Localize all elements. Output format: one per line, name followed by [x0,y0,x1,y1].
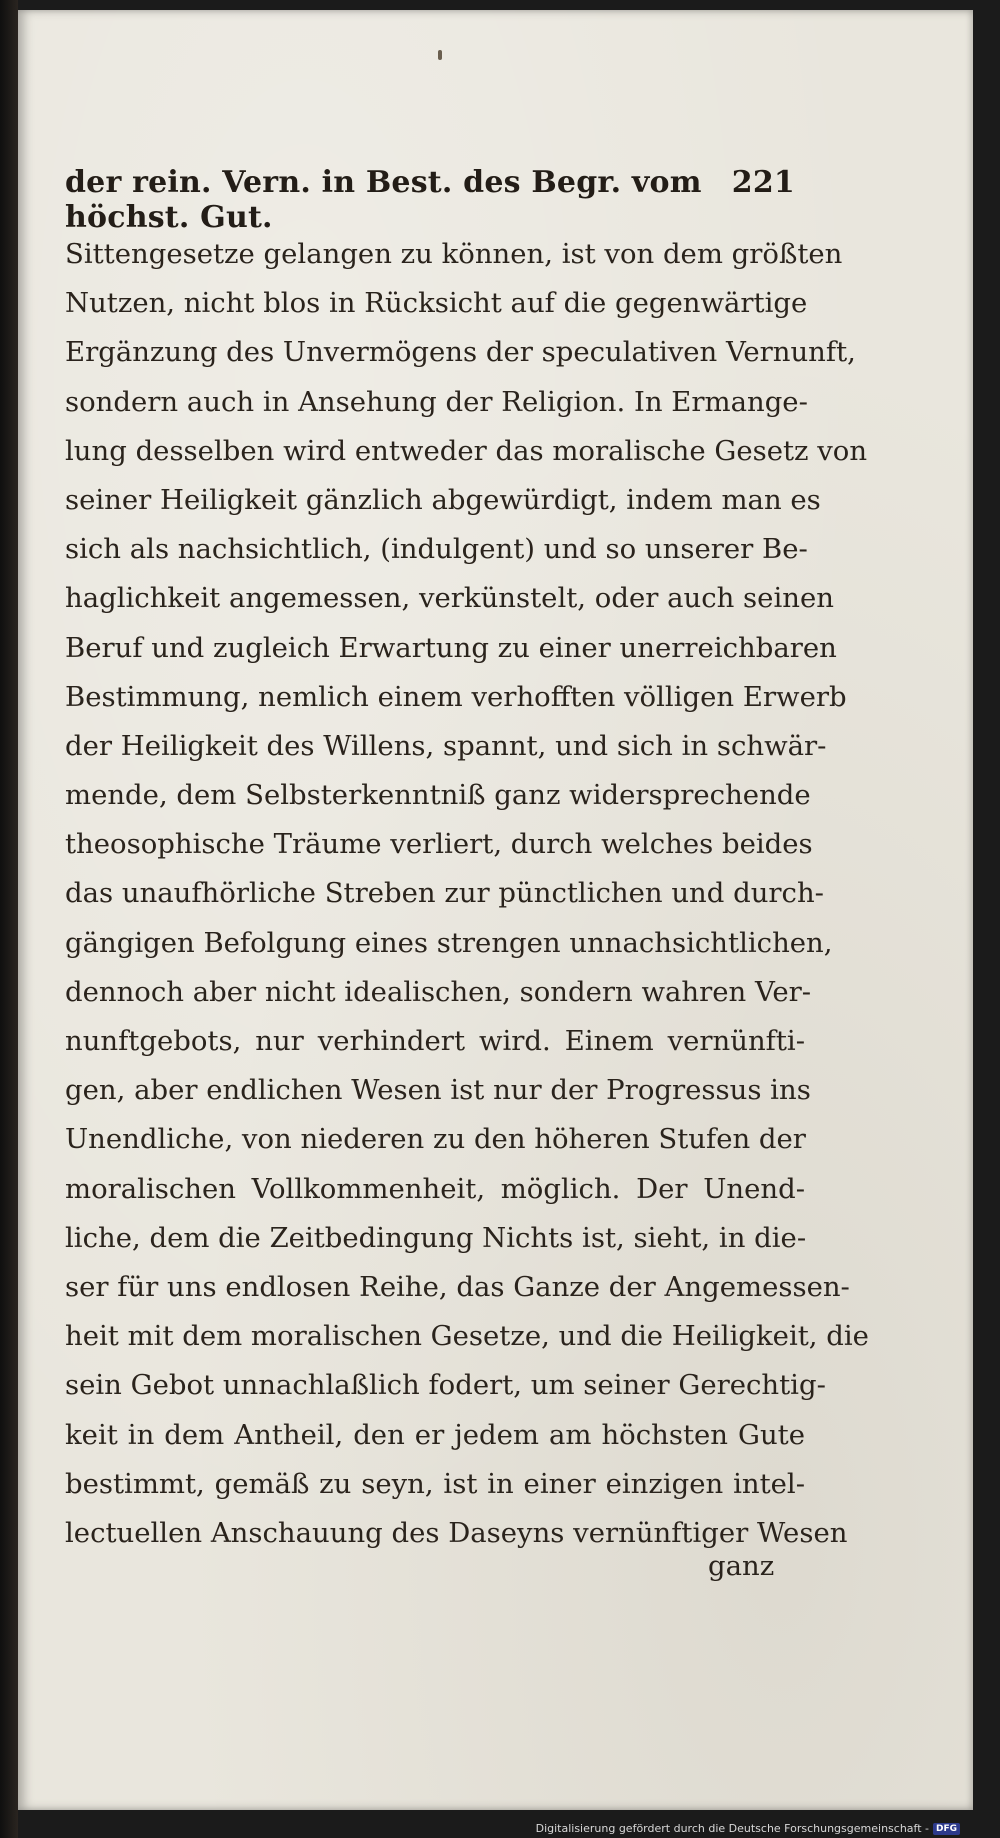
text-line: gen, aber endlichen Wesen ist nur der Progressus ins [65,1074,811,1107]
text-line: ser für uns endlosen Reihe, das Ganze der Angemessen- [65,1270,850,1303]
body-text [65,230,869,1558]
text-line: Beruf und zugleich Erwartung zu einer unerreichbaren [65,631,837,664]
text-line: haglichkeit angemessen, verkünstelt, oder auch seinen [65,582,834,615]
text-line: gängigen Befolgung eines strengen unnachsichtlichen, [65,926,833,959]
text-line: der Heiligkeit des Willens, spannt, und sich in schwär- [65,729,827,762]
page-number: 221 [731,165,795,200]
book-page [18,10,973,1810]
text-line: lectuellen Anschauung des Daseyns vernünftiger Wesen [65,1516,848,1549]
text-line: sein Gebot unnachlaßlich fodert, um seiner Gerechtig- [65,1369,826,1402]
text-line: heit mit dem moralischen Gesetze, und die Heiligkeit, die [65,1320,869,1353]
paper-speck [438,50,442,60]
text-line: bestimmt, gemäß zu seyn, ist in einer einzigen intel- [65,1467,805,1500]
text-line: nunftgebots, nur verhindert wird. Einem vernünfti- [65,1025,805,1057]
scan-edge [0,0,18,1838]
text-line: Sittengesetze gelangen zu können, ist von dem größten [65,238,843,270]
text-line: seiner Heiligkeit gänzlich abgewürdigt, indem man es [65,483,821,516]
text-line: lung desselben wird entweder das moralische Gesetz von [65,434,868,467]
text-line: sondern auch in Ansehung der Religion. In Ermange- [65,385,808,418]
text-line: keit in dem Antheil, den er jedem am höchsten Gute [65,1418,805,1451]
credit-text: Digitalisierung gefördert durch die Deutsche Forschungsgemeinschaft - [535,1822,929,1835]
text-line: Nutzen, nicht blos in Rücksicht auf die gegenwärtige [65,287,808,320]
text-line: Unendliche, von niederen zu den höheren Stufen der [65,1123,806,1156]
digitization-credit [536,1822,960,1835]
text-line: sich als nachsichtlich, (indulgent) und so unserer Be- [65,533,808,566]
text-line: moralischen Vollkommenheit, möglich. Der Unend- [65,1172,805,1205]
running-title: der rein. Vern. in Best. des Begr. vom höchst. Gut. [65,165,702,235]
text-line: mende, dem Selbsterkenntniß ganz widersprechende [65,779,811,812]
text-line: Bestimmung, nemlich einem verhofften völligen Erwerb [65,680,847,713]
text-line: theosophische Träume verliert, durch welches beides [65,828,813,861]
catchword: ganz [708,1550,775,1582]
text-line: liche, dem die Zeitbedingung Nichts ist, sieht, in die- [65,1221,807,1254]
text-line: dennoch aber nicht idealischen, sondern wahren Ver- [65,975,812,1008]
dfg-logo: DFG [933,1823,960,1835]
page-header [65,165,795,235]
text-line: Ergänzung des Unvermögens der speculativen Vernunft, [65,336,856,369]
text-line: das unaufhörliche Streben zur pünctlichen und durch- [65,877,824,910]
